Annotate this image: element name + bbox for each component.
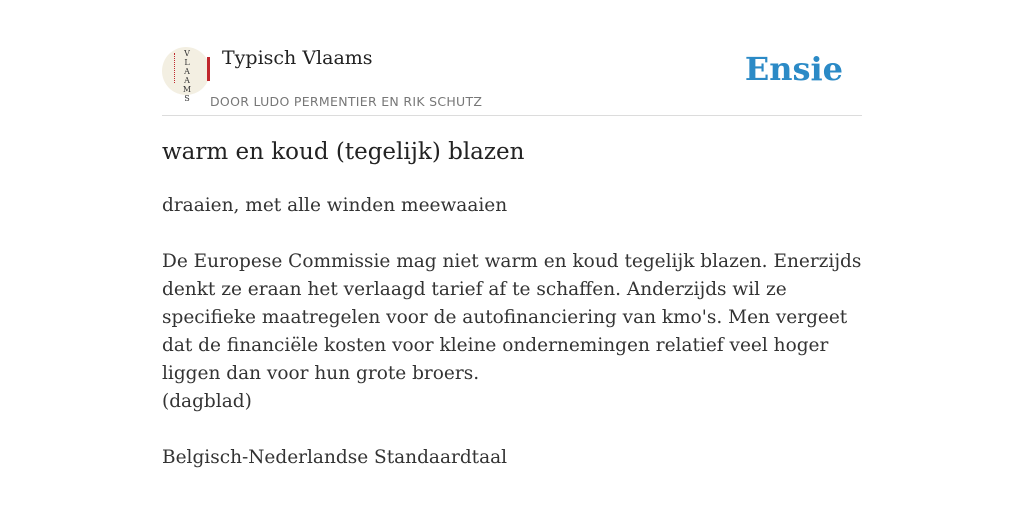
entry-body: [162, 192, 862, 472]
book-logo-icon[interactable]: V L A A M S: [162, 47, 210, 95]
example-source: (dagblad): [162, 391, 252, 412]
ensie-logo[interactable]: Ensie: [744, 50, 843, 88]
example-text: De Europese Commissie mag niet warm en koud tegelijk blazen. Enerzijds denkt ze eraan het verlaagd tarief af te schaffen. Anderzijds wil ze specifieke maatregelen voor de autofinanciering van kmo's. Men vergeet dat de financiële kosten voor kleine ondernemingen relatief veel hoger liggen dan voor hun grote broers.: [162, 251, 862, 384]
equivalent-language: Belgisch-Nederlandse Standaardtaal: [162, 447, 508, 468]
definition: draaien, met alle winden meewaaien: [162, 195, 508, 216]
byline: DOOR LUDO PERMENTIER EN RIK SCHUTZ: [210, 94, 483, 109]
header: [162, 44, 862, 116]
entry-card: [162, 44, 862, 468]
site-title[interactable]: Typisch Vlaams: [222, 47, 373, 69]
entry-title: warm en koud (tegelijk) blazen: [162, 139, 525, 165]
